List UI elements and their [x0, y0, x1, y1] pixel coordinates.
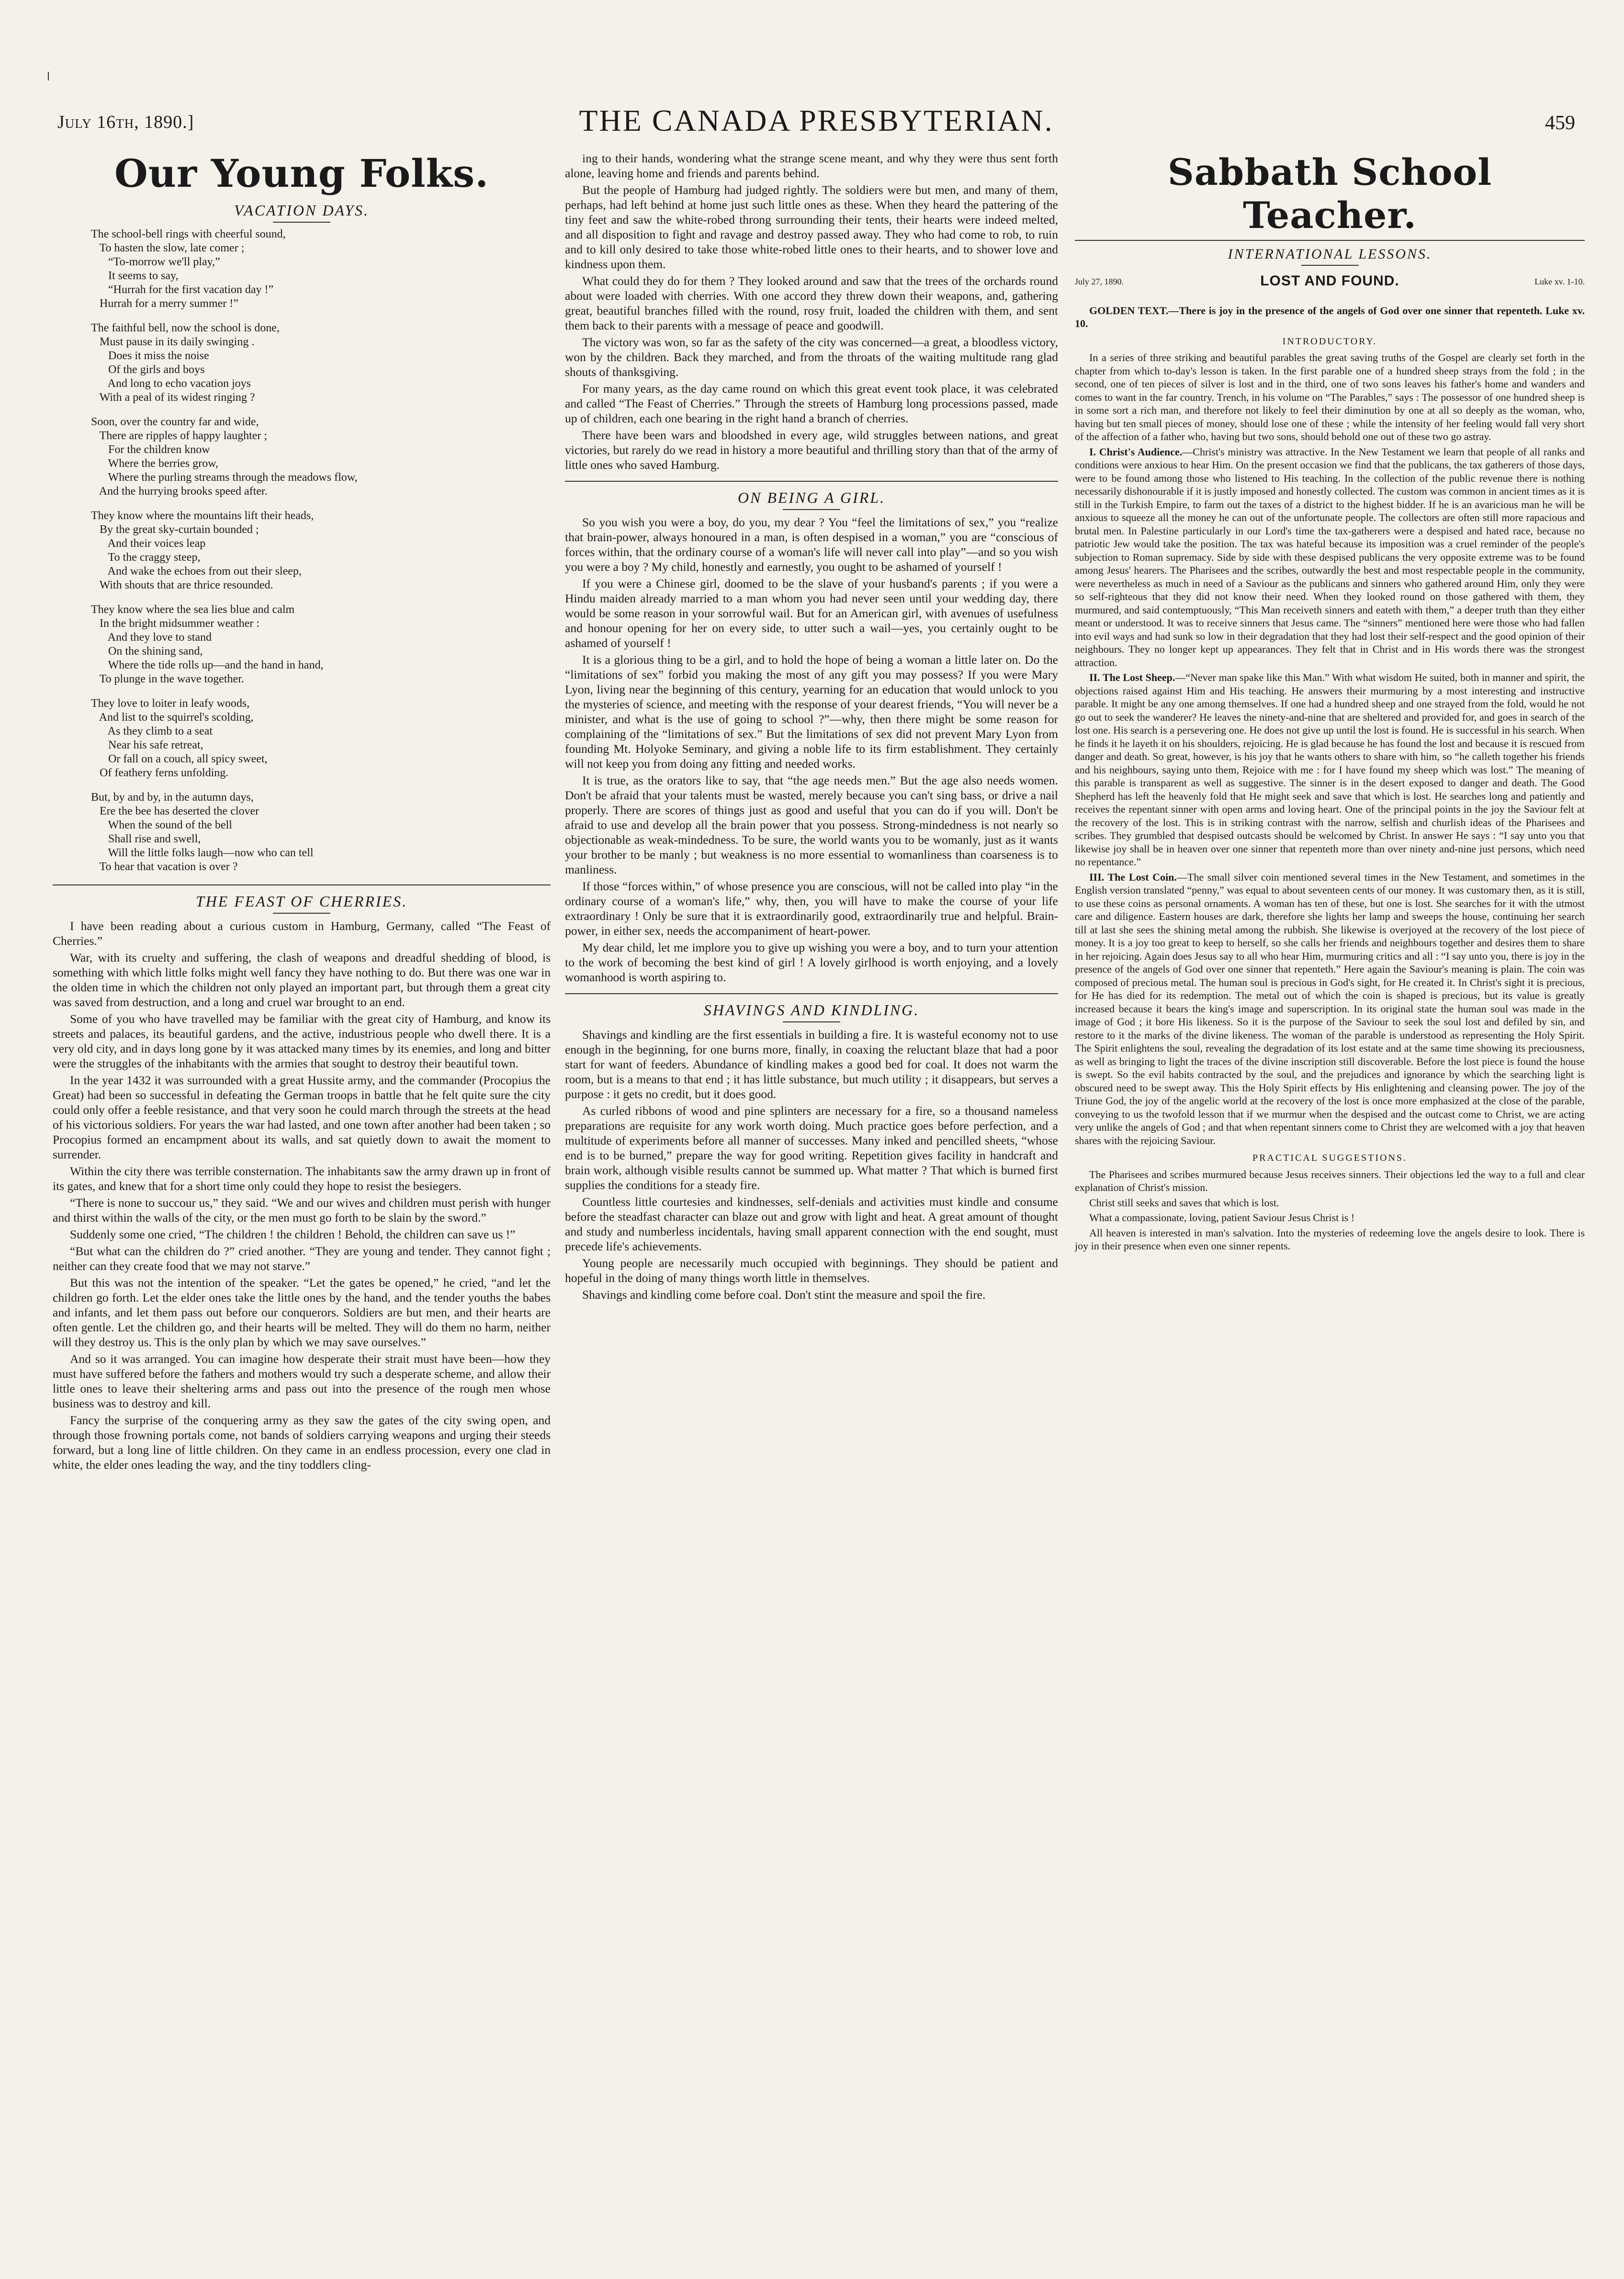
lesson-date: July 27, 1890.	[1075, 276, 1124, 286]
page-header	[57, 103, 1575, 146]
paragraph: For many years, as the day came round on which this great event took place, it was celebrated and called “The Feast of Cherries.” Through the streets of Hamburg long processions passed, made up of children, each one bearing in the right hand a branch of cherries.	[565, 382, 1058, 425]
poem-line: Does it miss the noise	[91, 350, 209, 362]
section-lead: II. The Lost Sheep.	[1089, 671, 1175, 683]
poem-line: Of the girls and boys	[91, 363, 205, 376]
paragraph: “There is none to succour us,” they said. “We and our wives and children must perish with hunger and thirst within the walls of the city, or the men must go forth to be slain by the sword.”	[53, 1196, 551, 1225]
poem-line: And their voices leap	[91, 537, 206, 550]
poem-line: And the hurrying brooks speed after.	[91, 485, 268, 498]
paragraph: What could they do for them ? They looked around and saw that the trees of the orchards round about were loaded with cherries. With one accord they threw down their weapons, and, gathering great, beautiful branches filled with the round, rosy fruit, loaded the children with them, and sent them back to their parents with a message of peace and goodwill.	[565, 274, 1058, 332]
poem-line: Soon, over the country far and wide,	[91, 416, 259, 428]
practical-suggestions	[1075, 1168, 1585, 1253]
section-text: —The small silver coin mentioned several times in the New Testament, and sometimes in the English version translated “penny,” was equal to about seventeen cents of our money. It was customary then, as it is still, to use these coins as personal ornaments. A woman has ten of these, but one is lost. She searches for it with the utmost care and diligence. Eastern houses are dark, therefore she lights her lamp and sweeps the house, continuing her search till at last she sees the shining metal among the rubbish. She likewise is overjoyed at the recovery of the lost piece of money. It is a joy too great to keep to herself, so she calls her friends and neighbours together and desires them to share in her rejoicing. Again does Jesus say to all who hear Him, murmuring critics and all : “I say unto you, there is joy in the presence of the angels of God over one sinner that repenteth.” Here again the Saviour's meaning is plain. The coin was composed of precious metal. The human soul is precious in God's sight, for He created it. In Christ's sight it is precious, for He has died for its redemption. The metal out of which the coin is shaped is precious, but its value is greatly increased because it bears the king's image and superscription. In its original state the human soul was made in the image of God ; it bore His likeness. So it is the purpose of the Saviour to seek the soul lost and defiled by sin, and restore to it the marks of the divine likeness. The woman of the parable is understood as representing the Holy Spirit. The Spirit enlightens the soul, revealing the degradation of its lost estate and at the same time showing its preciousness, as well as bringing to light the traces of the divine inscription still discoverable. Before the lost piece is found the house is swept. So the evil habits contracted by the soul, and the prejudices and ignorance by which the searching light is obscured need to be swept away. This the Holy Spirit effects by His enlightening and cleansing power. The joy of the Triune God, the joy of the angelic world at the recovery of the lost is once more emphasized at the close of the parable, conveying to us the twofold lesson that if we murmur when the despised and the outcast come to Christ, we are acting very unlike the angels of God ; and that when repentant sinners come to Christ they are welcomed with a joy that heaven shares with the rejoicing Saviour.	[1075, 871, 1585, 1146]
paragraph: Shavings and kindling come before coal. Don't stint the measure and spoil the fire.	[582, 1288, 986, 1302]
poem-line: As they climb to a seat	[91, 725, 213, 737]
suggestion: What a compassionate, loving, patient Saviour Jesus Christ is !	[1089, 1212, 1355, 1224]
poem-line: And they love to stand	[91, 631, 212, 644]
lesson-reference: Luke xv. 1-10.	[1534, 276, 1585, 286]
article-body-continued	[565, 151, 1058, 472]
introductory-heading: INTRODUCTORY.	[1282, 336, 1377, 347]
article-body-shavings	[565, 1027, 1058, 1302]
paragraph: So you wish you were a boy, do you, my dear ? You “feel the limitations of sex,” you “realize that brain-power, always honoured in a man, is often despised in a woman,” you are “conscious of forces within, that the ordinary course of a woman's life will never call into play”—and so you wish you were a boy ? My child, honestly and earnestly, you ought to be ashamed of yourself !	[565, 515, 1058, 574]
poem-line: Of feathery ferns unfolding.	[91, 767, 229, 779]
poem-line: It seems to say,	[91, 270, 179, 282]
section-christs-audience	[1075, 445, 1585, 669]
column-2	[565, 151, 1058, 1304]
poem-line: But, by and by, in the autumn days,	[91, 791, 254, 804]
practical-suggestions-heading: PRACTICAL SUGGESTIONS.	[1252, 1153, 1408, 1163]
paragraph: “But what can the children do ?” cried another. “They are young and tender. They cannot fight ; neither can they create food that we may not starve.”	[53, 1244, 551, 1273]
paragraph: I have been reading about a curious custom in Hamburg, Germany, called “The Feast of Cherries.”	[53, 919, 551, 948]
poem-line: Near his safe retreat,	[91, 739, 203, 751]
suggestion: Christ still seeks and saves that which is lost.	[1089, 1196, 1279, 1209]
divider	[1075, 240, 1585, 241]
poem-line: And list to the squirrel's scolding,	[91, 711, 254, 724]
paragraph: The victory was won, so far as the safety of the city was concerned—a great, a bloodless victory, won by the children. Back they marched, and from the throats of the waiting multitude rang glad shouts of thanksgiving.	[565, 335, 1058, 379]
poem-line: By the great sky-curtain bounded ;	[91, 523, 259, 536]
poem-stanza	[91, 321, 551, 405]
page-number: 459	[1545, 112, 1575, 134]
paragraph: Young people are necessarily much occupied with beginnings. They should be patient and hopeful in the doing of many things worth little in themselves.	[565, 1256, 1058, 1285]
subheading-international-lessons: INTERNATIONAL LESSONS.	[1228, 246, 1432, 262]
poem-line: They know where the mountains lift their heads,	[91, 510, 314, 522]
poem-vacation-days	[91, 227, 551, 874]
poem-line: With a peal of its widest ringing ?	[91, 391, 255, 404]
newspaper-title: THE CANADA PRESBYTERIAN.	[579, 103, 1054, 137]
poem-line: They love to loiter in leafy woods,	[91, 697, 250, 710]
poem-line: Will the little folks laugh—now who can tell	[91, 847, 314, 859]
poem-line: To plunge in the wave together.	[91, 673, 244, 685]
paragraph: ing to their hands, wondering what the strange scene meant, and why they were thus sent forth alone, leaving home and friends and parents behind.	[565, 151, 1058, 180]
divider	[53, 884, 551, 885]
divider	[565, 993, 1058, 994]
paragraph: If you were a Chinese girl, doomed to be the slave of your husband's parents ; if you were a Hindu maiden already married to a man whom you had never seen until your wedding day, there would be some reason in your sorrowful wail. But for an American girl, with avenues of usefulness and honour opening for her on every side, to utter such a wail—yes, you certainly ought to be ashamed of yourself !	[565, 577, 1058, 650]
poem-line: To hear that vacation is over ?	[91, 861, 238, 873]
suggestion: All heaven is interested in man's salvation. Into the mysteries of redeeming love the angels desire to look. There is joy in their presence when even one sinner repents.	[1075, 1226, 1585, 1252]
paragraph: In the year 1432 it was surrounded with a great Hussite army, and the commander (Procopius the Great) had been so successful in defeating the German troops in battle that he felt quite sure the city could only offer a feeble resistance, and that very soon he could march through the streets at the head of his victorious soldiers. For years the war had lasted, and one town after another had been taken ; so Procopius formed an encampment about its walls, and sat quietly down to await the moment to surrender.	[53, 1073, 551, 1161]
poem-line: The school-bell rings with cheerful sound,	[91, 228, 286, 240]
article-body-being-a-girl	[565, 515, 1058, 985]
poem-stanza	[91, 509, 551, 592]
section-lead: III. The Lost Coin.	[1089, 871, 1177, 883]
poem-line: Hurrah for a merry summer !”	[91, 297, 238, 310]
poem-line: When the sound of the bell	[91, 819, 232, 831]
paragraph: But this was not the intention of the speaker. “Let the gates be opened,” he cried, “and let the children go forth. Let the elder ones take the little ones by the hand, and the tender youths the babes and infants, and let them pass out before our conquerors. Soldiers are but men, and their hearts are often gentle. Let the children go, and their hearts will be melted. They will do them no harm, neither will they destroy us. This is the only plan by which we may save ourselves.”	[53, 1276, 551, 1349]
paragraph: Within the city there was terrible consternation. The inhabitants saw the army drawn up in front of its gates, and knew that for a short time only could they hope to resist the besiegers.	[53, 1164, 551, 1193]
golden-text: GOLDEN TEXT.—There is joy in the presence of the angels of God over one sinner that repenteth. Luke xv. 10.	[1075, 304, 1585, 329]
section-lead: I. Christ's Audience.	[1089, 445, 1183, 458]
poem-line: In the bright midsummer weather :	[91, 617, 259, 630]
divider	[783, 1021, 840, 1022]
poem-line: And long to echo vacation joys	[91, 377, 251, 390]
divider	[565, 481, 1058, 482]
poem-line: “To-morrow we'll play,”	[91, 256, 220, 268]
divider	[1301, 265, 1359, 266]
poem-stanza	[91, 227, 551, 311]
issue-date: July 16th, 1890.]	[57, 112, 194, 132]
paragraph: And so it was arranged. You can imagine how desperate their strait must have been—how they must have suffered before the fathers and mothers would try such a desperate scheme, and allow their little ones to leave their sheltering arms and pass out into the presence of the rough men whose business was to destroy and kill.	[53, 1352, 551, 1410]
paragraph: It is true, as the orators like to say, that “the age needs men.” But the age also needs women. Don't be afraid that your talents must be wasted, merely because you can't sing bass, or drive a nail properly. There are scores of things just as good and useful that you can do if you will. Don't be afraid to use and develop all the brain power that you possess. Strong-mindedness is not nearly so objectionable as weak-mindedness. To be sure, the world wants you to be womanly, just as it wants your brother to be manly ; but weakness is no more essential to womanliness than coarseness is to manliness.	[565, 773, 1058, 876]
poem-line: Where the tide rolls up—and the hand in hand,	[91, 659, 324, 671]
section-text: —“Never man spake like this Man.” With what wisdom He suited, both in manner and spirit, the objections raised against Him and His teaching. He answers their murmuring by a most interesting and instructive parable. It might be any one among themselves. If one had a hundred sheep and one strayed from the fold, would he not go out to seek the wanderer? He leaves the ninety-and-nine that are sheltered and provided for, and goes in search of the lost one. His search is a persevering one. He does not give up until the lost is found. He is successful in his search. When he finds it he layeth it on his shoulders, rejoicing. He is glad because he has found the lost and because it is rescued from danger and death. So great, however, is his joy that he wants others to share with him, so “he calleth together his friends and his neighbours, saying unto them, Rejoice with me : for I have found my sheep which was lost.” The meaning of this parable is transparent as well as suggestive. The sinner is in the desert exposed to danger and death. The Good Shepherd has left the heavenly fold that He might seek and save that which is lost. He searches long and patiently and receives the repentant sinner with open arms and loving heart. One of the principal points in the joy the Saviour felt at the recovery of the lost. This is in striking contrast with the narrow, selfish and churlish ideas of the Pharisees and scribes. They grumbled that despised outcasts should be welcomed by Christ. In answer He says : “I say unto you that likewise joy shall be in heaven over one sinner that repenteth more than over ninety and-nine just persons, which need no repentance.”	[1075, 671, 1585, 868]
poem-line: Or fall on a couch, all spicy sweet,	[91, 753, 268, 765]
column-3	[1075, 151, 1585, 1255]
column-1	[53, 151, 551, 1474]
paragraph: Countless little courtesies and kindnesses, self-denials and activities must kindle and consume before the steadfast character can blaze out and grow with light and heat. A great amount of thought and study and numberless incidentals, having small apparent connection with the end sought, must precede life's achievements.	[565, 1195, 1058, 1253]
section-lost-sheep	[1075, 671, 1585, 869]
article-title-being-a-girl: ON BEING A GIRL.	[737, 489, 886, 506]
poem-line: Must pause in its daily swinging .	[91, 336, 255, 348]
poem-line: They know where the sea lies blue and calm	[91, 603, 295, 616]
section-heading-sabbath-school: Sabbath School Teacher.	[1167, 151, 1492, 237]
poem-line: For the children know	[91, 443, 210, 456]
article-body	[53, 918, 551, 1472]
article-title-shavings: SHAVINGS AND KINDLING.	[703, 1001, 920, 1019]
poem-line: To the craggy steep,	[91, 551, 201, 564]
poem-line: There are ripples of happy laughter ;	[91, 430, 268, 442]
divider	[783, 509, 840, 510]
poem-title: VACATION DAYS.	[234, 202, 369, 219]
poem-line: On the shining sand,	[91, 645, 203, 658]
suggestion: The Pharisees and scribes murmured because Jesus receives sinners. Their objections led the way to a full and clear explanation of Christ's mission.	[1075, 1168, 1585, 1193]
poem-line: “Hurrah for the first vacation day !”	[91, 283, 274, 296]
paragraph: But the people of Hamburg had judged rightly. The soldiers were but men, and many of them, perhaps, had left behind at home just such little ones as these. When they heard the pattering of the tiny feet and saw the white-robed throng surrounding their tents, their hearts were indeed melted, and all disposition to fight and ravage and destroy passed away. They who had come to rob, to ruin and to kill only desired to take those white-robed little ones to their hearts, and to shower love and kindness upon them.	[565, 183, 1058, 271]
paragraph: My dear child, let me implore you to give up wishing you were a boy, and to turn your attention to the work of becoming the best kind of girl ! A lovely girlhood is worth enjoying, and a lovely womanhood is worth aspiring to.	[565, 941, 1058, 984]
paragraph: If those “forces within,” of whose presence you are conscious, will not be called into play “in the ordinary course of a woman's life,” why, then, you will have to make the course of your life extraordinary ! Only be sure that it is extraordinarily good, extraordinarily true and helpful. Brain-power, in either sex, needs the accompaniment of heart-power.	[565, 879, 1058, 938]
paragraph: As curled ribbons of wood and pine splinters are necessary for a fire, so a thousand nameless preparations are requisite for any work worth doing. Much practice goes before perfection, and a multitude of experiments before all manner of successes. Many inked and pencilled sheets, “whose end is to be burned,” prepare the way for good writing. Repetition gives facility in handcraft and brain work, although visible results cannot be summed up. What matter ? That which is burned first supplies the conditions for a steady fire.	[565, 1104, 1058, 1192]
paragraph: Some of you who have travelled may be familiar with the great city of Hamburg, and know its streets and palaces, its beautiful gardens, and the active, industrious people who dwell there. It is a very old city, and in days long gone by it was attacked many times by its enemies, and long and bitter were the struggles of the inhabitants with the armies that sought to destroy their beautiful town.	[53, 1012, 551, 1070]
poem-line: Ere the bee has deserted the clover	[91, 805, 259, 817]
paragraph: War, with its cruelty and suffering, the clash of weapons and dreadful shedding of blood, is something with which little folks might well fancy they have nothing to do. But there was one war in the olden time in which the children not only played an important part, but through them a great city was saved from destruction, and a long and cruel war brought to an end.	[53, 951, 551, 1009]
lesson-title: LOST AND FOUND.	[1260, 272, 1399, 289]
poem-stanza	[91, 603, 551, 686]
section-heading-young-folks: Our Young Folks.	[114, 151, 489, 196]
poem-line: Shall rise and swell,	[91, 833, 201, 845]
article-title-feast-of-cherries: THE FEAST OF CHERRIES.	[195, 893, 408, 910]
poem-stanza	[91, 791, 551, 874]
section-lost-coin	[1075, 871, 1585, 1147]
divider	[273, 222, 330, 223]
poem-stanza	[91, 697, 551, 780]
divider	[273, 913, 330, 914]
poem-line: The faithful bell, now the school is done,	[91, 322, 280, 334]
poem-line: Where the purling streams through the meadows flow,	[91, 471, 358, 484]
poem-line: Where the berries grow,	[91, 457, 218, 470]
paragraph: Fancy the surprise of the conquering army as they saw the gates of the city swing open, and through those frowning portals come, not bands of soldiers carrying weapons and urging their steeds forward, but a long line of little children. On they came in an endless procession, every one clad in white, the elder ones leading the way, and the tiny toddlers cling-	[53, 1413, 551, 1472]
lesson-heading-row	[1075, 271, 1585, 299]
paragraph: Suddenly some one cried, “The children ! the children ! Behold, the children can save us !”	[70, 1227, 516, 1241]
introductory-text: In a series of three striking and beautiful parables the great saving truths of the Gospel are clearly set forth in the chapter from which to-day's lesson is taken. In the first parable one of a hundred sheep strays from the fold ; in the second, one of ten pieces of silver is lost and in the third, one of two sons leaves his father's home and wanders and comes to want in the far country. Trench, in his volume on “The Parables,” says : The possessor of one hundred sheep is in some sort a rich man, and therefore not likely to feel their diminution by one at all so deeply as the woman, who, having but ten small pieces of money, should lose one of these ; while the intensity of her feeling would fall very short of the affection of a father who, having but two sons, should behold one out of these two go astray.	[1075, 351, 1585, 442]
paragraph: There have been wars and bloodshed in every age, wild struggles between nations, and great victories, but rarely do we read in history a more beautiful and thrilling story than that of the army of little ones who saved Hamburg.	[565, 428, 1058, 472]
margin-mark	[48, 72, 49, 80]
poem-stanza	[91, 415, 551, 499]
section-text: —Christ's ministry was attractive. In the New Testament we learn that people of all ranks and conditions were anxious to hear Him. On the present occasion we find that the publicans, the tax gatherers of those days, were to be found among those who listened to His teaching. In the collection of the public revenue there is nothing necessarily dishonourable if it is justly imposed and honestly collected. The custom was common in ancient times as it is still in the Turkish Empire, to farm out the taxes of a district to the highest bidder. If he is an avaricious man he will be anxious to squeeze all the money he can out of the unfortunate people. The collectors are often still more rapacious and brutal men. In Palestine particularly in our Lord's time the tax-gatherers were a despised and hated race, because no patriotic Jew would take the position. The tax was hateful because its imposition was a cruel reminder of the people's subjection to Roman supremacy. Side by side with these despised publicans the very opposite extreme was to be found among Jesus' hearers. The Pharisees and the scribes, outwardly the best and most respectable people in the community, were nevertheless as much in need of a Saviour as the publicans and sinners who gathered around Him, only they were so self-righteous that they did not know their need. When they looked round on those gathered with them, they murmured, and said contemptuously, “This Man receiveth sinners and eateth with them,” a deeper truth than they either meant or understood. It was to receive sinners that Jesus came. The “sinners” mentioned here were those who had fallen into evil ways and had sunk so low in their degradation that they had lost their self-respect and the good opinion of their neighbours. They no longer kept up appearances. They felt that in Christ and in His words there was the strongest attraction.	[1075, 445, 1585, 669]
paragraph: Shavings and kindling are the first essentials in building a fire. It is wasteful economy not to use enough in the beginning, for one burns more, finally, in coaxing the reluctant blaze that had a poor start for want of feeders. Abundance of kindling makes a good bed for coal. It does not warm the room, but is a means to that end ; it has little substance, but much utility ; it disappears, but serves a purpose : it gets no credit, but it does good.	[565, 1028, 1058, 1101]
paragraph: It is a glorious thing to be a girl, and to hold the hope of being a woman a little later on. Do the “limitations of sex” forbid you making the most of any gift you may possess? If you were Mary Lyon, living near the beginning of this century, yearning for an education that would unlock to you the mysteries of science, and meeting with the response of your dearest friends, “You will never be a minister, and what is the use of going to school ?”—why, then there might be some reason for complaining of the “limitations of sex.” But the limitations of sex did not prevent Mary Lyon from founding Mt. Holyoke Seminary, and giving a noble life to its firm establishment. They certainly will not keep you from doing any fitting and needed works.	[565, 653, 1058, 771]
poem-line: And wake the echoes from out their sleep,	[91, 565, 302, 578]
poem-line: With shouts that are thrice resounded.	[91, 579, 273, 591]
poem-line: To hasten the slow, late comer ;	[91, 242, 245, 254]
